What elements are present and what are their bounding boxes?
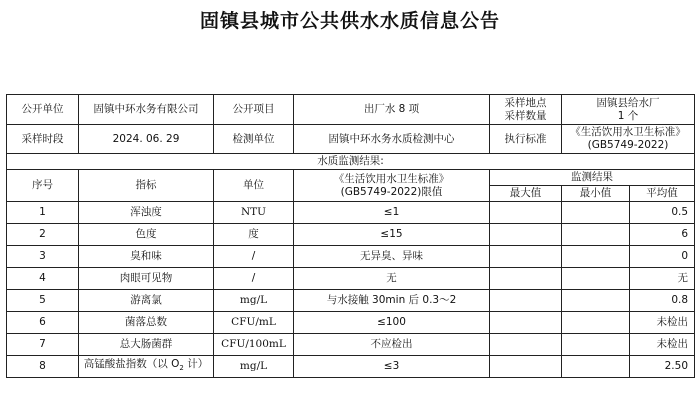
org-value: 固镇中环水务水质检测中心 (294, 125, 490, 154)
table-row (7, 312, 695, 334)
table-row (7, 334, 695, 356)
header-monitor: 监测结果 (490, 170, 695, 186)
results-title: 水质监测结果: (7, 154, 695, 170)
header-max: 最大值 (490, 186, 562, 202)
cell-min (562, 334, 630, 356)
table-row (7, 268, 695, 290)
cell-unit: NTU (214, 202, 294, 224)
cell-limit: ≤15 (294, 224, 490, 246)
cell-index: 1 (7, 202, 79, 224)
cell-unit: mg/L (214, 356, 294, 378)
cell-avg: 0.8 (630, 290, 695, 312)
cell-max (490, 246, 562, 268)
cell-unit: CFU/100mL (214, 334, 294, 356)
header-unit: 单位 (214, 170, 294, 202)
cell-unit: mg/L (214, 290, 294, 312)
cell-indicator: 总大肠菌群 (79, 334, 214, 356)
table-row (7, 356, 695, 378)
std-value-line1: 《生活饮用水卫生标准》 (570, 126, 686, 138)
cell-limit: ≤3 (294, 356, 490, 378)
cell-max (490, 224, 562, 246)
cell-index: 8 (7, 356, 79, 378)
table-row (7, 202, 695, 224)
cell-index: 2 (7, 224, 79, 246)
header-limit-line2: (GB5749-2022)限值 (340, 185, 443, 198)
site-value: 固镇县给水厂 (596, 96, 660, 109)
header-indicator: 指标 (79, 170, 214, 202)
std-value-line2: (GB5749-2022) (587, 139, 669, 151)
cell-max (490, 312, 562, 334)
cell-unit: 度 (214, 224, 294, 246)
cell-indicator-subscript: 2 (179, 364, 184, 373)
cell-avg: 无 (630, 268, 695, 290)
cell-min (562, 202, 630, 224)
org-label: 检测单位 (214, 125, 294, 154)
cell-avg: 未检出 (630, 312, 695, 334)
unit-value: 固镇中环水务有限公司 (79, 95, 214, 125)
cell-indicator: 臭和味 (79, 246, 214, 268)
time-label: 采样时段 (7, 125, 79, 154)
cell-avg: 2.50 (630, 356, 695, 378)
table-row (7, 246, 695, 268)
project-label: 公开项目 (214, 95, 294, 125)
std-label: 执行标准 (490, 125, 562, 154)
cell-indicator-main: 高锰酸盐指数（以 O (83, 357, 180, 370)
cell-indicator: 浑浊度 (79, 202, 214, 224)
site-label: 采样地点 (504, 96, 547, 109)
cell-max (490, 290, 562, 312)
header-limit-line1: 《生活饮用水卫生标准》 (333, 172, 450, 185)
time-value: 2024. 06. 29 (79, 125, 214, 154)
cell-indicator: 色度 (79, 224, 214, 246)
unit-label: 公开单位 (7, 95, 79, 125)
cell-indicator: 菌落总数 (79, 312, 214, 334)
cell-indicator: 肉眼可见物 (79, 268, 214, 290)
cell-max (490, 268, 562, 290)
header-min: 最小值 (562, 186, 630, 202)
cell-unit: CFU/mL (214, 312, 294, 334)
project-value: 出厂水 8 项 (294, 95, 490, 125)
cell-avg: 0.5 (630, 202, 695, 224)
count-value: 1 个 (617, 109, 639, 122)
cell-unit: / (214, 268, 294, 290)
cell-limit: 不应检出 (294, 334, 490, 356)
cell-indicator-suffix: 计） (183, 357, 209, 370)
cell-indicator (79, 356, 214, 378)
cell-index: 7 (7, 334, 79, 356)
cell-limit: 无异臭、异味 (294, 246, 490, 268)
cell-index: 5 (7, 290, 79, 312)
cell-min (562, 312, 630, 334)
cell-indicator: 游离氯 (79, 290, 214, 312)
cell-limit: ≤1 (294, 202, 490, 224)
cell-avg: 6 (630, 224, 695, 246)
cell-min (562, 356, 630, 378)
table-row (7, 224, 695, 246)
cell-min (562, 246, 630, 268)
cell-unit: / (214, 246, 294, 268)
cell-max (490, 334, 562, 356)
std-value (562, 125, 695, 154)
cell-index: 6 (7, 312, 79, 334)
cell-index: 3 (7, 246, 79, 268)
cell-index: 4 (7, 268, 79, 290)
count-label: 采样数量 (504, 109, 547, 122)
header-index: 序号 (7, 170, 79, 202)
cell-limit: ≤100 (294, 312, 490, 334)
header-limit (294, 170, 490, 202)
table-row (7, 290, 695, 312)
cell-min (562, 290, 630, 312)
cell-max (490, 202, 562, 224)
cell-avg: 未检出 (630, 334, 695, 356)
cell-min (562, 268, 630, 290)
water-quality-table (6, 94, 695, 378)
cell-max (490, 356, 562, 378)
cell-avg: 0 (630, 246, 695, 268)
site-count-labels (490, 95, 562, 125)
site-count-values (562, 95, 695, 125)
page-title: 固镇县城市公共供水水质信息公告 (199, 10, 500, 32)
cell-min (562, 224, 630, 246)
header-avg: 平均值 (630, 186, 695, 202)
cell-limit: 与水接触 30min 后 0.3～2 (294, 290, 490, 312)
cell-limit: 无 (294, 268, 490, 290)
